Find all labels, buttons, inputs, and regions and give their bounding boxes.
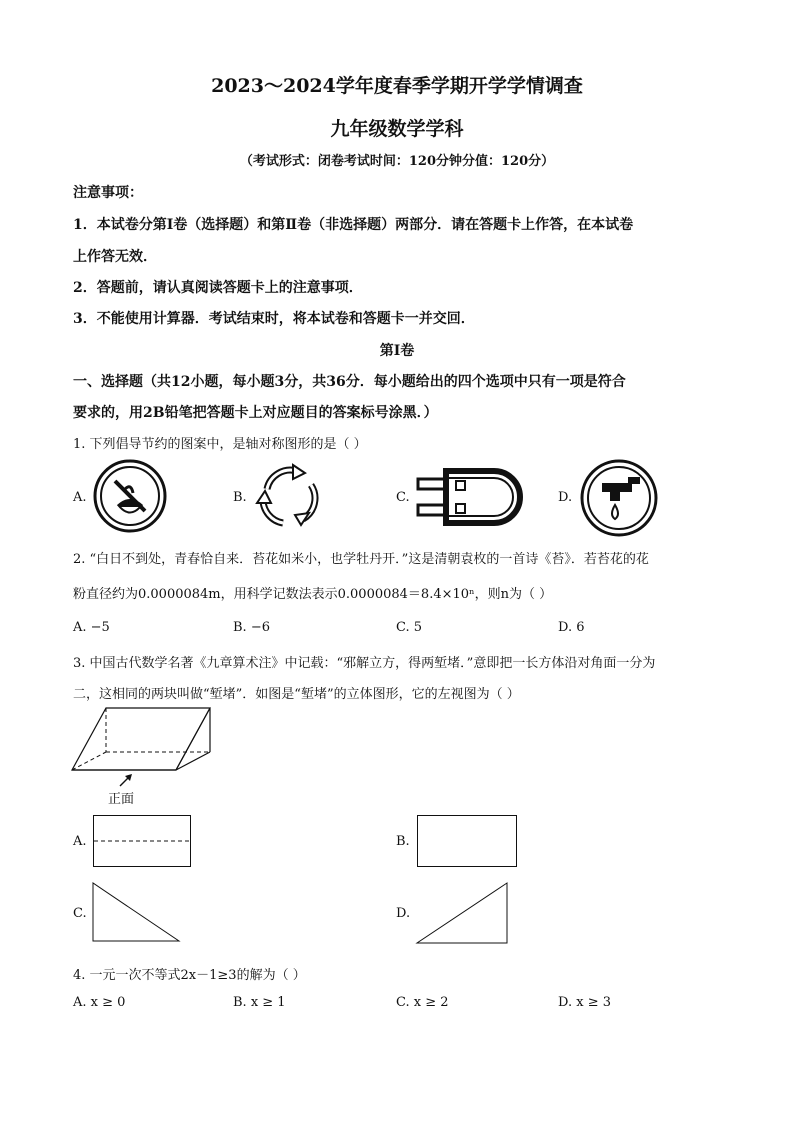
faucet-icon	[580, 459, 658, 537]
q3-option-b-figure	[417, 815, 517, 867]
q1-option-c-label: C.	[396, 490, 410, 505]
question-2-stem-cont: 粉直径约为0.0000084m，用科学记数法表示0.0000084＝8.4×10ⁿ，则n为（ ）	[73, 587, 553, 602]
q2-option-a: A. −5	[73, 620, 110, 635]
note-item-2: 2．答题前，请认真阅读答题卡上的注意事项．	[73, 280, 363, 296]
bowl-icon	[93, 459, 167, 533]
q2-option-c: C. 5	[396, 620, 423, 635]
q4-option-c: C. x ≥ 2	[396, 995, 449, 1010]
exam-subtitle: 九年级数学学科	[330, 118, 464, 140]
note-item-3: 3．不能使用计算器．考试结束时，将本试卷和答题卡一并交回．	[73, 311, 475, 327]
qiandu-solid-figure	[72, 706, 214, 778]
front-view-label: 正面	[108, 792, 135, 807]
exam-title: 2023～2024学年度春季学期开学学情调查	[211, 75, 583, 97]
front-arrow-icon	[118, 772, 134, 788]
plug-icon	[416, 467, 518, 527]
section-instruction: 一、选择题（共12小题，每小题3分，共36分．每小题给出的四个选项中只有一项是符合	[73, 374, 626, 390]
q3-option-a-label: A.	[73, 834, 87, 849]
note-item-1: 1．本试卷分第Ⅰ卷（选择题）和第Ⅱ卷（非选择题）两部分．请在答题卡上作答，在本试卷	[73, 217, 634, 233]
question-4-stem: 4. 一元一次不等式2x－1≥3的解为（ ）	[73, 968, 306, 983]
q3-option-d-figure	[416, 882, 508, 944]
q4-option-a: A. x ≥ 0	[73, 995, 126, 1010]
q3-option-c-label: C.	[73, 906, 87, 921]
part-title: 第Ⅰ卷	[379, 343, 415, 359]
q3-option-b-label: B.	[396, 834, 410, 849]
question-1-stem: 1. 下列倡导节约的图案中，是轴对称图形的是（ ）	[73, 437, 367, 452]
notes-heading: 注意事项：	[73, 185, 143, 201]
q4-option-b: B. x ≥ 1	[233, 995, 286, 1010]
note-item-1-cont: 上作答无效．	[73, 249, 157, 265]
q3-option-c-figure	[92, 882, 180, 942]
q4-option-d: D. x ≥ 3	[558, 995, 611, 1010]
exam-info: （考试形式：闭卷考试时间：120分钟分值：120分）	[239, 154, 555, 169]
section-instruction-cont: 要求的，用2B铅笔把答题卡上对应题目的答案标号涂黑．）	[73, 405, 438, 421]
q1-option-d-label: D.	[558, 490, 573, 505]
question-3-stem: 3. 中国古代数学名著《九章算术注》中记载：“邪解立方，得两堑堵．”意即把一长方体沿对角面一分为	[73, 656, 656, 671]
recycle-icon	[253, 463, 323, 529]
q2-option-b: B. −6	[233, 620, 270, 635]
question-2-stem: 2. “白日不到处，青春恰自来．苔花如米小，也学牡丹开．”这是清朝袁枚的一首诗《苔》．若苔花的花	[73, 552, 649, 567]
q3-option-a-figure	[93, 815, 191, 867]
q3-option-d-label: D.	[396, 906, 411, 921]
q2-option-d: D. 6	[558, 620, 585, 635]
question-3-stem-cont: 二，这相同的两块叫做“堑堵”．如图是“堑堵”的立体图形，它的左视图为（ ）	[73, 687, 520, 702]
q1-option-b-label: B.	[233, 490, 247, 505]
q1-option-a-label: A.	[73, 490, 87, 505]
